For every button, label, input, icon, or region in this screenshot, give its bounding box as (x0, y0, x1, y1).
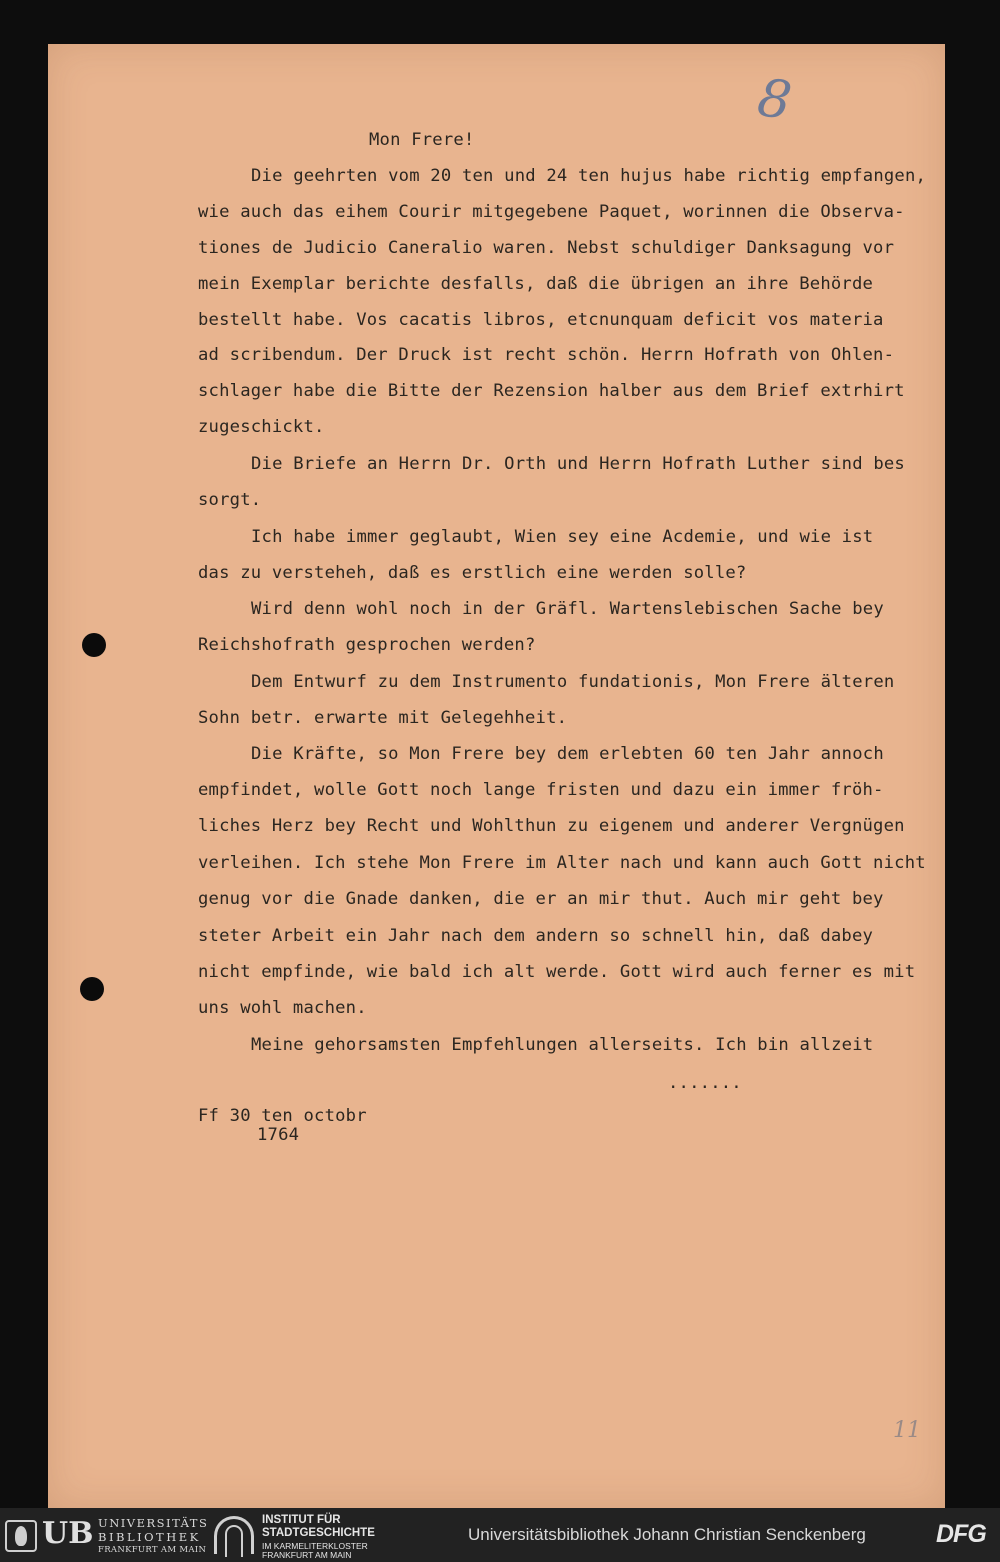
letter-line: Ich habe immer geglaubt, Wien sey eine Acdemie, und wie ist (251, 527, 874, 547)
letter-line: Sohn betr. erwarte mit Gelegehheit. (198, 708, 568, 728)
folio-number: 8 (753, 67, 796, 133)
letter-line: sorgt. (198, 490, 262, 510)
letter-line: Die Kräfte, so Mon Frere bey dem erlebten 60 ten Jahr annoch (251, 744, 884, 764)
letter-line: wie auch das eihem Courir mitgegebene Paquet, worinnen die Observa- (198, 202, 905, 222)
letter-line: Wird denn wohl noch in der Gräfl. Wartenslebischen Sache bey (251, 599, 884, 619)
corner-note: 11 (893, 1418, 921, 1443)
letter-line: Die geehrten vom 20 ten und 24 ten hujus habe richtig empfangen, (251, 166, 927, 186)
letter-line: steter Arbeit ein Jahr nach dem andern so schnell hin, daß dabey (198, 926, 874, 946)
ub-logo-icon (5, 1520, 37, 1552)
isg-name-line: INSTITUT FÜR (262, 1514, 341, 1526)
document-page (48, 44, 945, 1508)
letter-line: ad scribendum. Der Druck ist recht schön. Herrn Hofrath von Ohlen- (198, 345, 895, 365)
letter-line: bestellt habe. Vos cacatis libros, etcnunquam deficit vos materia (198, 310, 884, 330)
closing-dots: ....... (668, 1073, 742, 1093)
date-line: Ff 30 ten octobr (198, 1106, 367, 1126)
isg-sub-line: IM KARMELITERKLOSTER (262, 1541, 368, 1551)
letter-line: empfindet, wolle Gott noch lange fristen und dazu ein immer fröh- (198, 780, 884, 800)
dfg-logo: DFG (936, 1520, 986, 1548)
letter-line: liches Herz bey Recht und Wohlthun zu eigenem und anderer Vergnügen (198, 816, 905, 836)
date-year: 1764 (257, 1125, 300, 1145)
letter-line: tiones de Judicio Caneralio waren. Nebst schuldiger Danksagung vor (198, 238, 895, 258)
isg-name-line: STADTGESCHICHTE (262, 1527, 375, 1539)
isg-logo-icon (214, 1516, 254, 1554)
library-name: Universitätsbibliothek Johann Christian Senckenberg (468, 1525, 866, 1544)
ub-name-line: UNIVERSITÄTS (98, 1516, 209, 1530)
letter-line: das zu versteheh, daß es erstlich eine werden solle? (198, 563, 747, 583)
letter-line: mein Exemplar berichte desfalls, daß die übrigen an ihre Behörde (198, 274, 874, 294)
letter-line: Die Briefe an Herrn Dr. Orth und Herrn Hofrath Luther sind bes (251, 454, 905, 474)
ub-abbreviation: UB (42, 1516, 94, 1551)
letter-line: uns wohl machen. (198, 998, 367, 1018)
letter-line: nicht empfinde, wie bald ich alt werde. Gott wird auch ferner es mit (198, 962, 916, 982)
punch-hole (80, 977, 104, 1001)
letter-line: verleihen. Ich stehe Mon Frere im Alter nach und kann auch Gott nicht (198, 853, 926, 873)
ub-name-line: BIBLIOTHEK (98, 1530, 201, 1544)
letter-line: genug vor die Gnade danken, die er an mir thut. Auch mir geht bey (198, 889, 884, 909)
ub-city-line: FRANKFURT AM MAIN (98, 1545, 207, 1555)
letter-line: Dem Entwurf zu dem Instrumento fundationis, Mon Frere älteren (251, 672, 895, 692)
punch-hole (82, 633, 106, 657)
isg-sub-line: FRANKFURT AM MAIN (262, 1550, 352, 1560)
letter-line: schlager habe die Bitte der Rezension halber aus dem Brief extrhirt (198, 381, 905, 401)
letter-line: Reichshofrath gesprochen werden? (198, 635, 536, 655)
letter-line: Meine gehorsamsten Empfehlungen allerseits. Ich bin allzeit (251, 1035, 874, 1055)
letter-salutation: Mon Frere! (369, 130, 475, 150)
letter-line: zugeschickt. (198, 417, 325, 437)
footer-bar (0, 1508, 1000, 1562)
